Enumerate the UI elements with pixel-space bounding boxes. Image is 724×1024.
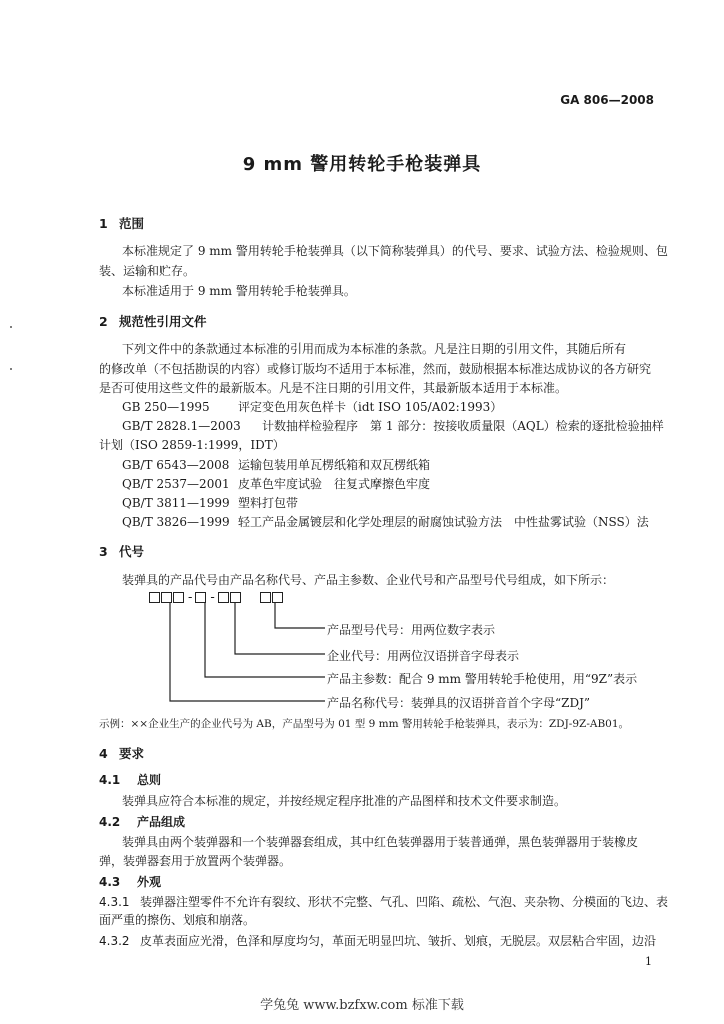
section-number: 4 [99,746,108,761]
paragraph-line: 弹，装弹器套用于放置两个装弹器。 [99,854,292,868]
reference-item-continued: 计划（ISO 2859-1:1999，IDT） [99,438,285,452]
section-4-heading [99,744,144,762]
subsection-number: 4.2 [99,815,121,829]
reference-code: QB/T 3811—1999 [122,496,230,510]
section-title: 要求 [119,746,145,761]
reference-title: 计数抽样检验程序 第 1 部分：按接收质量限（AQL）检索的逐批检验抽样 [262,419,664,433]
standard-code: GA 806—2008 [560,93,654,107]
reference-code: QB/T 2537—2001 [122,477,230,491]
reference-title: 运输包装用单瓦楞纸箱和双瓦楞纸箱 [238,458,431,472]
section-number: 2 [99,314,108,329]
subsection-title: 外观 [137,875,162,889]
clause-4-3-1 [99,893,668,910]
reference-code: GB 250—1995 [122,400,210,414]
reference-title: 塑料打包带 [238,496,299,510]
paragraph-line: 装弹具的产品代号由产品名称代号、产品主参数、企业代号和产品型号代号组成，如下所示： [122,573,615,587]
paragraph-line: 装弹具由两个装弹器和一个装弹器套组成，其中红色装弹器用于装普通弹，黑色装弹器用于装橡皮 [122,835,639,849]
section-title: 范围 [119,216,145,231]
reference-code: GB/T 2828.1—2003 [122,419,241,433]
code-legend-item: 产品名称代号：装弹具的汉语拼音首个字母“ZDJ” [327,696,591,710]
paragraph-line: 本标准规定了 9 mm 警用转轮手枪装弹具（以下简称装弹具）的代号、要求、试验方法、检验规则、包 [122,244,668,258]
code-structure-boxes: - - [149,590,284,605]
clause-number: 4.3.2 [99,934,130,948]
clause-4-3-2 [99,932,656,949]
reference-code: GB/T 6543—2008 [122,458,230,472]
reference-title: 皮革色牢度试验 往复式摩擦色牢度 [238,477,431,491]
reference-title: 轻工产品金属镀层和化学处理层的耐腐蚀试验方法 中性盐雾试验（NSS）法 [238,515,649,529]
scan-speck [10,368,12,370]
section-title: 规范性引用文件 [119,314,207,329]
subsection-title: 总则 [137,773,162,787]
scan-speck [10,326,12,328]
clause-text: 装弹器注塑零件不允许有裂纹、形状不完整、气孔、凹陷、疏松、气泡、夹杂物、分模面的飞边、表 [140,895,669,909]
code-legend-item: 企业代号：用两位汉语拼音字母表示 [327,649,520,663]
section-title: 代号 [119,544,145,559]
section-number: 1 [99,216,108,231]
section-number: 3 [99,544,108,559]
subsection-4-3-heading [99,873,161,890]
clause-number: 4.3.1 [99,895,130,909]
paragraph-line: 是否可使用这些文件的最新版本。凡是不注日期的引用文件，其最新版本适用于本标准。 [99,381,568,395]
subsection-number: 4.3 [99,875,121,889]
paragraph-line: 下列文件中的条款通过本标准的引用而成为本标准的条款。凡是注日期的引用文件，其随后所有 [122,342,627,356]
subsection-4-2-heading [99,813,185,830]
document-title: 9 mm 警用转轮手枪装弹具 [242,154,482,175]
subsection-title: 产品组成 [137,815,186,829]
footer-watermark[interactable]: 学兔兔 www.bzfxw.com 标准下载 [260,998,464,1013]
example-note: 示例：××企业生产的企业代号为 AB，产品型号为 01 型 9 mm 警用转轮手枪装弹具，表示为：ZDJ-9Z-AB01。 [99,718,630,730]
subsection-number: 4.1 [99,773,121,787]
subsection-4-1-heading [99,771,161,788]
page-number: 1 [645,955,652,968]
paragraph-line: 装弹具应符合本标准的规定，并按经规定程序批准的产品图样和技术文件要求制造。 [122,794,567,808]
reference-code: QB/T 3826—1999 [122,515,230,529]
paragraph-line: 的修改单（不包括勘误的内容）或修订版均不适用于本标准，然而，鼓励根据本标准达成协议的各方研究 [99,362,652,376]
paragraph-line: 本标准适用于 9 mm 警用转轮手枪装弹具。 [122,284,356,298]
paragraph-line: 面严重的擦伤、划痕和崩落。 [99,913,256,927]
clause-text: 皮革表面应光滑，色泽和厚度均匀，革面无明显凹坑、皱折、划痕，无脱层。双层粘合牢固，边沿 [140,934,657,948]
code-legend-item: 产品主参数：配合 9 mm 警用转轮手枪使用，用“9Z”表示 [327,672,638,686]
reference-title: 评定变色用灰色样卡（idt ISO 105/A02:1993） [238,400,503,414]
paragraph-line: 装、运输和贮存。 [99,264,196,278]
code-legend-item: 产品型号代号：用两位数字表示 [327,623,496,637]
